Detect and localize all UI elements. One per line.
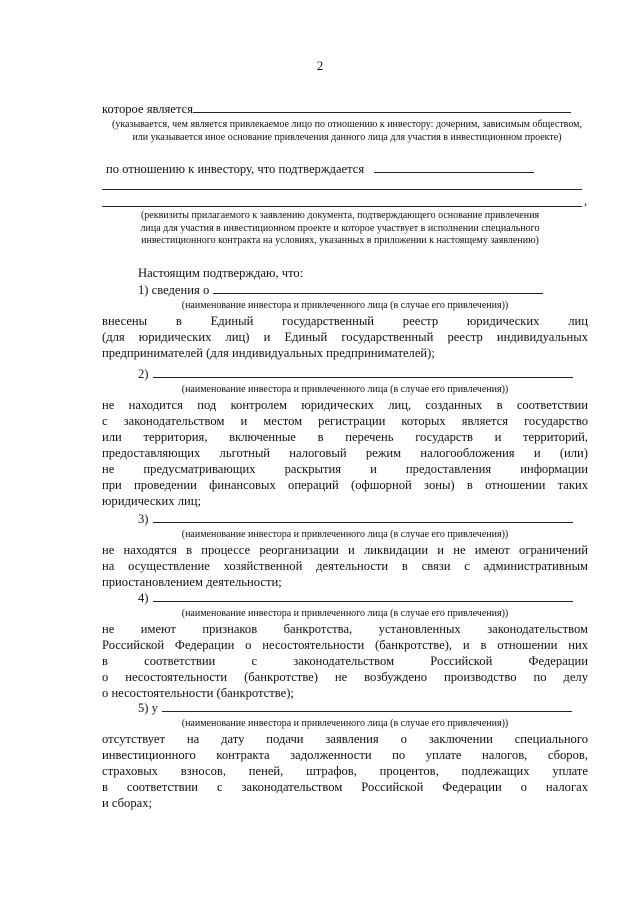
fill-line[interactable] [162,700,572,712]
fill-line[interactable] [153,366,573,378]
item-2-line: или территория, включенные в перечень государств и территорий, [102,429,588,444]
item-4-line: Российской Федерации о несостоятельности (банкротстве), и в отношении них [102,637,588,652]
confirm-text: Настоящим подтверждаю, что: [138,266,304,280]
note-relationship: (указывается, чем является привлекаемое лицо по отношению к инвестору: дочерним, зависимым обществом, или указывается иное основание привлечения данного лица для участия в инвестиционном проекте) [112,119,582,143]
name-note: (наименование инвестора и привлеченного лица (в случае его привлечения)) [181,608,509,619]
item-1-line: внесены в Единый государственный реестр юридических лиц [102,313,588,328]
comma: , [584,194,588,208]
item-2-line: не находится под контролем юридических лиц, созданных в соответствии [102,397,588,412]
item-3-line: приостановлением деятельности; [102,574,282,589]
item-3-line: на осуществление хозяйственной деятельности в связи с административным [102,558,588,573]
intro-which-is-line [102,101,588,117]
item-1-line: (для юридических лиц) и Единый государственный реестр индивидуальных [102,329,588,344]
item-5 [102,700,588,811]
item-2-line: юридических лиц; [102,493,201,508]
item-5-line: и сборах; [102,795,153,810]
item-3-prefix: 3) [138,512,149,526]
item-4-line: не имеют признаков банкротства, установленных законодательством [102,621,588,636]
page-number: 2 [316,58,324,73]
item-5-line: страховых взносов, пеней, штрафов, процентов, подлежащих уплате [102,763,588,778]
item-4-prefix: 4) [138,591,149,605]
item-2 [102,366,588,509]
item-4-line: о несостоятельности (банкротстве); [102,685,294,700]
item-2-prefix: 2) [138,367,149,381]
item-5-line: в соответствии с законодательством Российской Федерации о налогах [102,779,588,794]
fill-line[interactable] [213,282,543,294]
item-4-line: о несостоятельности (банкротстве) не возбуждено производство по делу [102,669,588,684]
name-note: (наименование инвестора и привлеченного лица (в случае его привлечения)) [181,300,509,311]
item-2-line: предоставляющих льготный налоговый режим налогообложения и (или) [102,445,588,460]
fill-line[interactable] [153,590,573,602]
item-5-line: инвестиционного контракта задолженности по уплате налогов, сборов, [102,747,588,762]
name-note: (наименование инвестора и привлеченного лица (в случае его привлечения)) [181,384,509,395]
item-2-line: не предусматривающих раскрытия и предоставления информации [102,461,588,476]
item-5-prefix: 5) у [138,701,158,715]
confirm-heading [102,265,588,281]
item-1-prefix: 1) сведения о [138,283,210,297]
fill-line[interactable] [153,511,573,523]
name-note: (наименование инвестора и привлеченного лица (в случае его привлечения)) [181,529,509,540]
fill-line[interactable] [193,101,571,113]
which-is-label: которое является [102,102,194,116]
blank-line[interactable] [102,189,582,190]
name-note: (наименование инвестора и привлеченного лица (в случае его привлечения)) [181,718,509,729]
blank-line[interactable] [102,206,582,207]
relation-line [102,161,588,177]
item-1 [102,282,588,361]
item-2-line: при проведении финансовых операций (офшорной зоны) в отношении таких [102,477,588,492]
fill-line[interactable] [374,161,534,173]
note-document: (реквизиты прилагаемого к заявлению документа, подтверждающего основание привлечения лица для участия в инвестиционном проекте и которое участвует в исполнении специального инвестиционного контракта на условиях, указанных в приложении к настоящему заявлению) [140,210,540,246]
item-4 [102,590,588,701]
item-3 [102,511,588,590]
item-1-line: предпринимателей (для индивидуальных предпринимателей); [102,345,435,360]
item-3-line: не находятся в процессе реорганизации и ликвидации и не имеют ограничений [102,542,588,557]
item-5-line: отсутствует на дату подачи заявления о заключении специального [102,731,588,746]
relation-label: по отношению к инвестору, что подтверждается [106,162,365,176]
item-2-line: с законодательством и местом регистрации которых является государство [102,413,588,428]
item-4-line: в соответствии с законодательством Российской Федерации [102,653,588,668]
